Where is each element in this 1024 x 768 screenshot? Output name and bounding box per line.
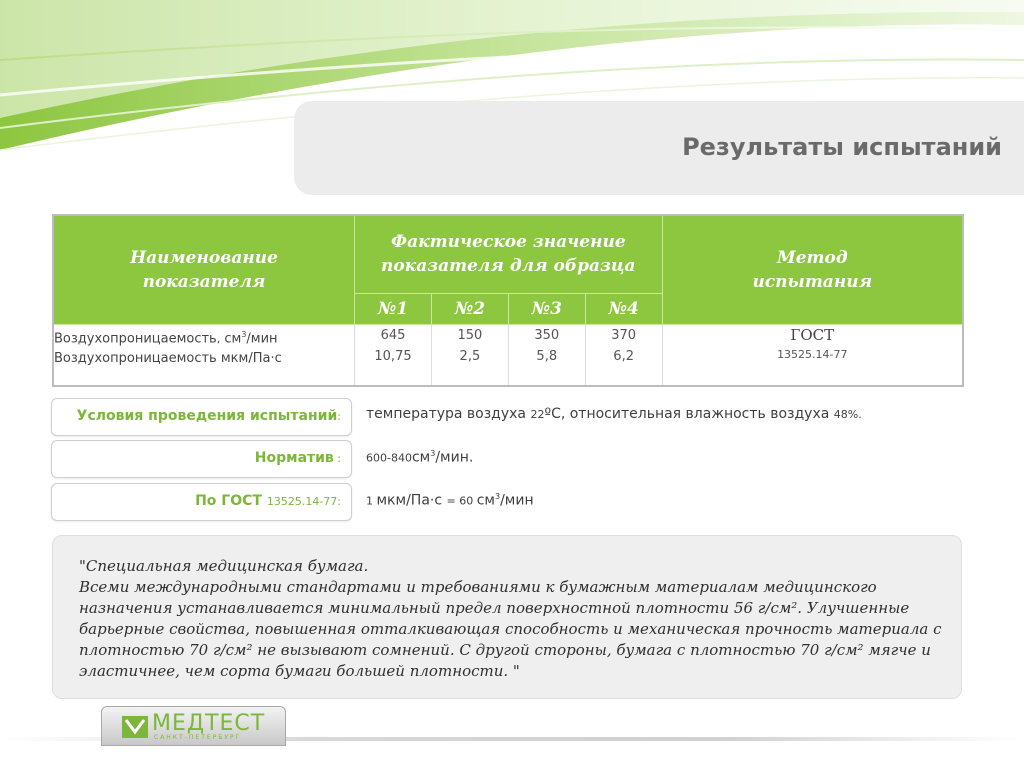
indicator-label-2-tail: с: [274, 351, 282, 367]
quote-body: Всеми международными стандартами и требованиями к бумажным материалам медицинского назначения устанавливается минимальный предел поверхностной плотности 56 г/см². Улучшенные барьерные свойства, повышенная отталкивающая способность и механическая прочность материала с плотностью 70 г/см² не вызывают сомнений. С другой стороны, бумага с плотностью 70 г/см² мягче и эластичнее, чем сорта бумаги большей плотности. ": [79, 578, 942, 680]
conditions-value: [366, 406, 862, 422]
title-panel: [294, 101, 1024, 195]
value-row2-sample3: 5,8: [536, 349, 558, 364]
value-row2-sample2: 2,5: [459, 349, 481, 364]
value-row2-sample1: 10,75: [374, 349, 412, 364]
gost-value-unit-a: мкм/Па: [376, 492, 430, 509]
value-row1-sample1: 645: [380, 328, 406, 343]
row-indicator-labels: [53, 325, 355, 387]
gost-value-cm: см: [476, 492, 495, 509]
quote-text: [79, 556, 949, 682]
gost-label: [195, 493, 341, 509]
norm-label: [255, 450, 341, 466]
indicator-label-1-tail: /мин: [246, 331, 278, 347]
indicator-label-1-exp: 3: [241, 330, 247, 339]
gost-label-text: По ГОСТ: [195, 493, 267, 509]
conditions-label-text: Условия проведения испытаний: [76, 408, 338, 424]
test-method-cell: [662, 325, 963, 387]
indicator-label-2: Воздухопроницаемость мкм/Па: [54, 351, 271, 367]
quote-panel: [52, 535, 962, 699]
gost-value: [366, 492, 534, 509]
gost-value-one: 1: [366, 494, 377, 508]
conditions-value-degree: ºС: [544, 406, 561, 422]
method-standard: ГОСТ: [790, 326, 835, 344]
value-row1-sample2: 150: [457, 328, 483, 343]
norm-value-exp: 3: [430, 449, 436, 458]
sample-4-values: [585, 325, 662, 387]
value-row2-sample4: 6,2: [613, 349, 634, 364]
conditions-value-humidity: 48%.: [833, 408, 862, 421]
gost-label-box: [51, 483, 352, 521]
gost-value-tail: /мин: [500, 492, 534, 509]
indicator-label-2-dot: ·: [270, 351, 275, 367]
gost-value-equals: = 60: [446, 494, 477, 508]
indicator-air-permeability-cm3: [54, 325, 354, 349]
indicator-label-1: Воздухопроницаемость: [54, 331, 217, 347]
conditions-label-colon: :: [337, 410, 341, 423]
value-row1-sample4: 370: [611, 328, 637, 343]
header-sample-4: №4: [585, 293, 662, 324]
gost-label-number: 13525.14-77:: [266, 495, 341, 508]
conditions-label-box: [51, 398, 352, 436]
norm-value-unit: см: [411, 449, 431, 466]
norm-label-text: Норматив: [254, 450, 334, 466]
header-indicator-name: [53, 215, 355, 325]
conditions-label: [77, 408, 341, 424]
logo-name: МЕДТЕСТ: [152, 711, 266, 736]
indicator-label-1-unit: см: [220, 331, 242, 347]
conditions-value-temp: 22: [530, 408, 545, 421]
indicator-air-permeability-um: [54, 349, 354, 369]
norm-label-box: [51, 440, 352, 478]
norm-value: [366, 449, 473, 466]
results-table: [52, 214, 964, 387]
header-test-method: [662, 215, 963, 325]
method-standard-number: 13525.14-77: [777, 348, 848, 361]
norm-label-colon: :: [333, 452, 341, 465]
indicator-label-1-sep: ,: [216, 332, 221, 346]
logo-mark-icon: [122, 716, 148, 738]
value-row1-sample3: 350: [534, 328, 560, 343]
header-sample-1: №1: [355, 293, 432, 324]
page-title: Результаты испытаний: [682, 133, 1002, 161]
sample-3-values: [508, 325, 585, 387]
gost-value-dot: ·: [429, 492, 435, 509]
header-sample-3: №3: [508, 293, 585, 324]
gost-value-unit-b: с: [434, 492, 447, 509]
sample-2-values: [431, 325, 508, 387]
header-actual-value-text: Фактическое значение показателя для образца: [381, 232, 636, 277]
conditions-value-humidity-label: , относительная влажность воздуха: [560, 406, 834, 422]
logo-city: САНКТ-ПЕТЕРБУРГ: [154, 734, 242, 741]
norm-value-range: 600-840: [366, 451, 412, 465]
header-test-method-text: Метод испытания: [752, 248, 873, 292]
company-logo: [101, 706, 286, 746]
header-sample-2: №2: [431, 293, 508, 324]
header-indicator-name-text: Наименование показателя: [130, 248, 278, 292]
header-actual-value: [355, 215, 663, 293]
conditions-value-temp-label: температура воздуха: [366, 406, 531, 422]
sample-1-values: [355, 325, 432, 387]
quote-heading: "Специальная медицинская бумага.: [79, 557, 369, 575]
gost-value-exp: 3: [495, 492, 501, 501]
norm-value-tail: /мин.: [435, 449, 474, 466]
